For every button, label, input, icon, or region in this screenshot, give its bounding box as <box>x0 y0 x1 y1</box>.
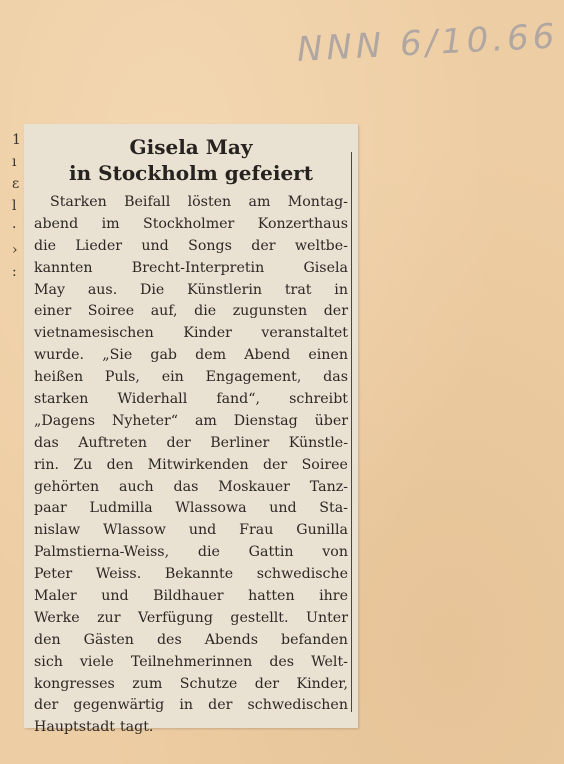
article-word: Gunilla <box>296 522 348 539</box>
article-word: die <box>194 303 217 320</box>
article-word: nislaw <box>34 522 81 539</box>
article-word: zum <box>132 675 163 692</box>
article-word: einer <box>34 303 72 320</box>
article-word: den <box>106 456 134 473</box>
article-word: das <box>323 369 348 386</box>
article-word: lösten <box>187 194 232 210</box>
article-word: heißen <box>34 369 84 386</box>
article-word: über <box>314 412 348 429</box>
article-word: das <box>173 478 199 495</box>
article-word: zugunsten <box>232 303 308 320</box>
article-word: paar <box>34 500 67 517</box>
article-word: auch <box>119 478 154 495</box>
headline <box>24 134 358 186</box>
article-word: Puls, <box>104 369 140 386</box>
article-line <box>34 214 348 236</box>
article-word: gestellt. <box>230 609 289 626</box>
article-word: der <box>262 456 288 473</box>
article-line <box>34 564 348 586</box>
article-word: weltbe- <box>294 237 348 254</box>
article-word: Beifall <box>124 194 171 210</box>
article-word: Kinder <box>183 325 232 342</box>
article-word: Nyheter“ <box>111 412 179 429</box>
article-line <box>34 280 348 302</box>
article-word: Bekannte <box>164 566 234 583</box>
edge-mark: ı <box>12 154 17 170</box>
article-word: und <box>141 237 169 254</box>
article-word: kongresses <box>34 675 115 692</box>
article-word: Auftreten <box>78 434 148 451</box>
article-word: Abends <box>204 631 258 648</box>
article-word: im <box>101 215 120 232</box>
article-word: hatten <box>248 588 295 605</box>
article-word: Abend <box>244 347 291 364</box>
article-word: Künstlerin <box>187 281 263 298</box>
article-word: Brecht-Interpretin <box>131 259 265 276</box>
article-word: gehörten <box>34 478 100 495</box>
article-word: ein <box>161 369 184 386</box>
article-word: Engagement, <box>205 369 302 386</box>
edge-mark: ɛ <box>12 176 20 192</box>
article-word: die <box>34 237 57 254</box>
edge-mark: · <box>12 220 17 236</box>
article-word: Maler <box>34 588 77 605</box>
article-word: „Sie <box>102 347 133 364</box>
article-line <box>34 367 348 389</box>
article-word: befanden <box>281 631 348 648</box>
article-word: May <box>34 281 66 298</box>
article-word: Ludmilla <box>89 500 153 517</box>
article-line <box>34 236 348 258</box>
article-word: Songs <box>188 237 232 254</box>
article-word: und <box>269 500 297 517</box>
article-word: die <box>197 544 220 561</box>
article-line <box>34 411 348 433</box>
article-word: ihre <box>319 588 348 605</box>
article-word: von <box>322 544 348 561</box>
article-word: Künstle- <box>288 434 348 451</box>
article-word: Hauptstadt <box>34 719 115 736</box>
article-word: Stockholmer <box>142 215 235 232</box>
edge-mark: 1 <box>12 132 21 148</box>
article-line <box>34 498 348 520</box>
article-word: aus. <box>87 281 118 298</box>
article-line <box>34 520 348 542</box>
article-word: vietnamesischen <box>34 325 154 342</box>
handwritten-annotation: NNN 6/10.66 <box>296 16 560 70</box>
article-word: Mitwirkenden <box>147 456 249 473</box>
newspaper-clipping <box>24 124 358 736</box>
article-line <box>34 674 348 696</box>
article-word: Welt- <box>311 653 348 670</box>
article-word: wurde. <box>34 347 85 364</box>
article-word: Palmstierna-Weiss, <box>34 544 170 561</box>
article-word: abend <box>34 215 79 232</box>
article-word: des <box>156 631 182 648</box>
article-word: gab <box>150 347 178 364</box>
article-line <box>34 695 348 717</box>
article-word: Kinder, <box>296 675 348 692</box>
article-line <box>34 477 348 499</box>
article-word: „Dagens <box>34 412 96 429</box>
article-word: der <box>166 434 191 451</box>
article-word: Soiree <box>301 456 348 473</box>
article-line <box>34 389 348 411</box>
article-line <box>34 258 348 280</box>
article-word: Lieder <box>75 237 123 254</box>
article-word: der <box>323 303 348 320</box>
article-word: einen <box>308 347 348 364</box>
article-word: Soiree <box>87 303 135 320</box>
article-word: sich <box>34 653 63 670</box>
article-word: der <box>208 697 233 714</box>
article-word: viele <box>79 653 114 670</box>
article-word: Verfügung <box>137 609 213 626</box>
article-word: Frau <box>239 522 274 539</box>
article-line <box>34 652 348 674</box>
article-word: fand“, <box>216 391 261 408</box>
article-word: Schutze <box>179 675 238 692</box>
article-body <box>34 192 348 739</box>
headline-line-1: Gisela May <box>129 135 253 159</box>
article-word: Gattin <box>248 544 294 561</box>
article-word: tagt. <box>119 719 154 736</box>
article-word: den <box>34 631 61 648</box>
edge-mark: l <box>12 198 17 214</box>
article-word: gegenwärtig <box>73 697 165 714</box>
article-line <box>34 345 348 367</box>
article-line <box>34 192 348 214</box>
article-word: Montag- <box>287 194 348 210</box>
article-word: Tanz- <box>309 478 348 495</box>
article-line <box>34 717 348 739</box>
article-word: Unter <box>306 609 348 626</box>
article-word: Bildhauer <box>153 588 224 605</box>
article-word: in <box>334 281 348 298</box>
article-word: Teilnehmerinnen <box>130 653 253 670</box>
article-word: Moskauer <box>218 478 290 495</box>
article-line <box>34 433 348 455</box>
article-word: am <box>248 194 271 210</box>
article-word: Gisela <box>303 259 348 276</box>
headline-line-2: in Stockholm gefeiert <box>69 161 313 185</box>
article-line <box>34 586 348 608</box>
article-line <box>34 455 348 477</box>
article-word: veranstaltet <box>261 325 348 342</box>
article-word: Weiss. <box>95 566 142 583</box>
article-word: der <box>254 675 280 692</box>
article-word: kannten <box>34 259 93 276</box>
article-line <box>34 630 348 652</box>
article-word: das <box>34 434 59 451</box>
edge-mark: › <box>12 242 18 258</box>
article-word: Berliner <box>210 434 270 451</box>
article-word: rin. <box>34 456 59 473</box>
article-word: schwedischen <box>247 697 348 714</box>
article-word: Starken <box>50 194 107 210</box>
article-word: des <box>269 653 295 670</box>
article-word: trat <box>284 281 312 298</box>
article-word: Widerhall <box>117 391 188 408</box>
article-word: Gästen <box>83 631 134 648</box>
article-word: zur <box>97 609 121 626</box>
article-word: Zu <box>73 456 93 473</box>
article-word: am <box>194 412 217 429</box>
article-word: starken <box>34 391 89 408</box>
article-line <box>34 608 348 630</box>
article-word: Sta- <box>319 500 348 517</box>
article-word: in <box>179 697 194 714</box>
article-word: Wlassowa <box>175 500 247 517</box>
article-word: auf, <box>150 303 178 320</box>
article-word: Peter <box>34 566 73 583</box>
article-word: schreibt <box>289 391 348 408</box>
article-line <box>34 542 348 564</box>
article-word: Dienstag <box>233 412 298 429</box>
article-word: Wlassow <box>103 522 166 539</box>
article-word: Werke <box>34 609 80 626</box>
edge-mark: : <box>12 264 17 280</box>
article-word: dem <box>195 347 227 364</box>
article-line <box>34 301 348 323</box>
article-word: Konzerthaus <box>257 215 348 232</box>
article-word: der <box>34 697 59 714</box>
article-word: und <box>188 522 217 539</box>
article-line <box>34 323 348 345</box>
article-word: Die <box>140 281 165 298</box>
article-word: der <box>251 237 276 254</box>
article-word: schwedische <box>256 566 348 583</box>
article-word: und <box>101 588 129 605</box>
